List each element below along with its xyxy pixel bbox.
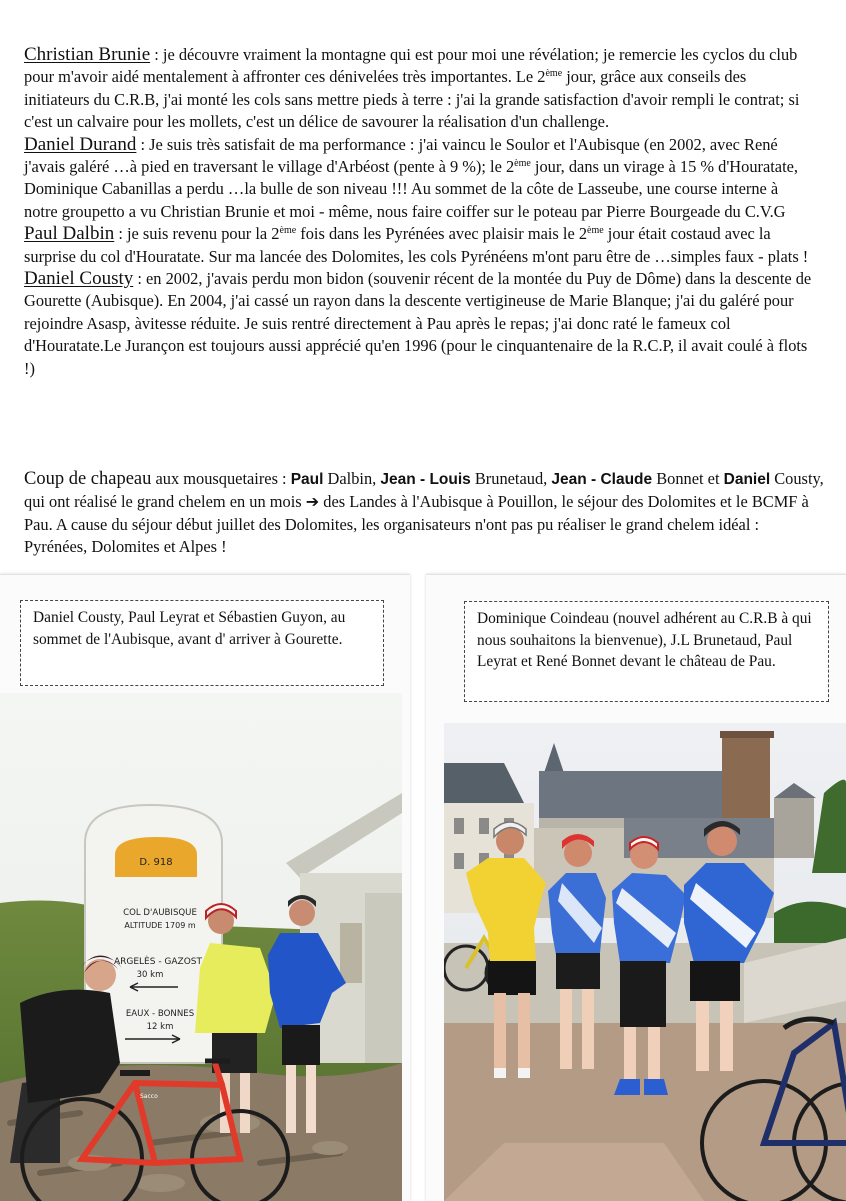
photo-caption: Daniel Cousty, Paul Leyrat et Sébastien Guyon, au sommet de l'Aubisque, avant d' arriver à Gourette.: [20, 600, 384, 686]
bike-brand: Sacco: [140, 1093, 158, 1100]
testimonials: [24, 44, 814, 380]
entry-text: fois dans les Pyrénées avec plaisir mais le 2: [296, 224, 588, 244]
rider-first-name: Paul: [290, 471, 324, 488]
photo-card-pau: [426, 574, 846, 1201]
ordinal-suffix: ème: [545, 68, 563, 80]
photo-chateau-de-pau: [444, 723, 846, 1201]
rider-first-name: Daniel: [723, 471, 771, 488]
entry-paul-dalbin: [24, 223, 814, 268]
entry-daniel-durand: [24, 134, 814, 224]
entry-name: Christian Brunie: [24, 44, 151, 65]
entry-daniel-cousty: [24, 268, 814, 380]
marker-road: D. 918: [139, 857, 173, 868]
entry-text: : Je suis très satisfait de ma performance : j'ai vaincu le Soulor et l'Aubisque (en 2002, avec René j'avais galéré …à pied en traversant le village d'Arbéost (pente à 9 %); le 2: [24, 134, 778, 177]
ordinal-suffix: ème: [587, 225, 604, 237]
chapeau-text: des Landes à l'Aubisque à Pouillon, le séjour des Dolomites et le BCMF à Pau. A cause du séjour début juillet des Dolomites, les organisateurs n'ont pas pu réaliser le grand chelem idéal : Pyrénées, Dolomites et Alpes !: [24, 492, 809, 557]
entry-text: : je suis revenu pour la 2: [114, 224, 280, 244]
entry-text: : je découvre vraiment la montagne qui est pour moi une révélation; je remercie les cyclos du club pour m'avoir aidé mentalement à affronter ces dénivelées très importantes. Le 2: [24, 45, 798, 87]
entry-text: : en 2002, j'avais perdu mon bidon (souvenir récent de la montée du Puy de Dôme) dans la descente de Gourette (Aubisque). En 2004, j'ai cassé un rayon dans la descente vertigineuse de Marie Blanque; j'ai du galéré pour rejoindre Asasp, àvitesse réduite. Je suis rentré directement à Pau après le repas; j'ai donc raté le fameux col d'Houratate.Le Jurançon est toujours aussi apprécié qu'en 1996 (pour le cinquantenaire de la R.C.P, il avait coulé à flots !): [24, 269, 812, 378]
photo-card-aubisque: [0, 574, 410, 1201]
rider-first-name: Jean - Claude: [551, 471, 653, 488]
arrow-right-icon: ➔: [305, 492, 320, 512]
photo-aubisque-summit: [0, 693, 402, 1201]
photo-caption: Dominique Coindeau (nouvel adhérent au C.R.B à qui nous souhaitons la bienvenue), J.L Brunetaud, Paul Leyrat et René Bonnet devant le château de Pau.: [464, 601, 829, 702]
rider-first-name: Jean - Louis: [380, 471, 471, 488]
marker-distance: 12 km: [146, 1022, 174, 1032]
marker-destination: ARGELÈS - GAZOST: [113, 957, 203, 967]
chapeau-text: Cousty, qui ont réalisé le grand chelem en un mois: [24, 469, 824, 512]
marker-col: COL D'AUBISQUE: [123, 908, 197, 918]
entry-text: jour était costaud avec la surprise du col d'Houratate. Sur ma lancée des Dolomites, les cols Pyrénéens m'ont paru être de …simples faux - plats !: [24, 224, 809, 266]
ordinal-suffix: ème: [279, 225, 297, 237]
chapeau-paragraph: [24, 468, 824, 559]
ordinal-suffix: ème: [514, 158, 531, 170]
chapeau-lead: Coup de chapeau: [24, 469, 152, 489]
entry-name: Paul Dalbin: [24, 223, 115, 245]
marker-altitude: ALTITUDE 1709 m: [124, 921, 196, 930]
marker-destination: EAUX - BONNES: [125, 1009, 195, 1019]
chapeau-text: Brunetaud,: [470, 469, 552, 488]
chapeau-text: aux mousquetaires :: [151, 469, 291, 488]
chapeau-text: Dalbin,: [323, 469, 381, 488]
marker-distance: 30 km: [136, 970, 164, 980]
entry-christian-brunie: [24, 44, 814, 134]
chapeau-text: Bonnet et: [652, 469, 724, 488]
entry-name: Daniel Durand: [24, 133, 137, 155]
entry-text: jour, dans un virage à 15 % d'Houratate, Dominique Cabanillas a perdu …la bulle de son niveau !!! Au sommet de la côte de Lasseube, une course interne à notre groupetto a vu Christian Brunie et moi - même, nous faire coiffer sur le poteau par Pierre Bourgeade du C.V.G: [24, 157, 799, 221]
entry-name: Daniel Cousty: [24, 268, 134, 290]
entry-text: jour, grâce aux conseils des initiateurs du C.R.B, j'ai monté les cols sans mettre pieds à terre : j'ai la grande satisfaction d'avoir rempli le contrat; si c'est un calvaire pour les mollets, c'est un délice de savourer la réalisation d'un challenge.: [24, 67, 800, 132]
